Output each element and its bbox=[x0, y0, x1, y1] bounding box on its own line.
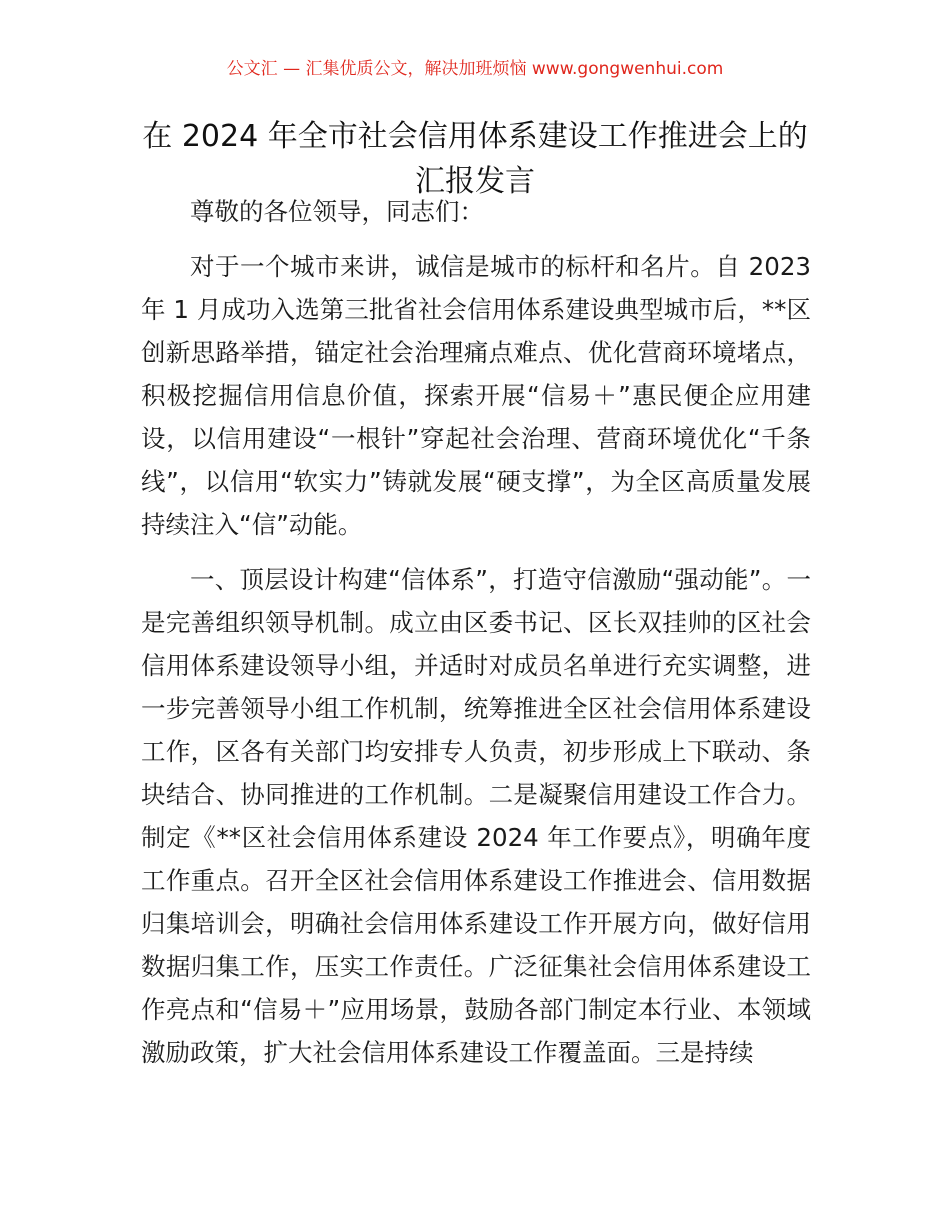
salutation: 尊敬的各位领导，同志们： bbox=[190, 197, 484, 226]
document-body bbox=[141, 190, 811, 1074]
site-banner: 公文汇 — 汇集优质公文，解决加班烦恼 www.gongwenhui.com bbox=[226, 59, 724, 79]
paragraph-intro: 对于一个城市来讲，诚信是城市的标杆和名片。自 2023 年 1 月成功入选第三批省社会信用体系建设典型城市后，**区创新思路举措，锚定社会治理痛点难点、优化营商环境堵点，积极挖掘信用信息价值，探索开展“信易＋”惠民便企应用建设，以信用建设“一根针”穿起社会治理、营商环境优化“千条线”，以信用“软实力”铸就发展“硬支撑”，为全区高质量发展持续注入“信”动能。 bbox=[141, 252, 811, 539]
paragraph-section-one: 一、顶层设计构建“信体系”，打造守信激励“强动能”。一是完善组织领导机制。成立由区委书记、区长双挂帅的区社会信用体系建设领导小组，并适时对成员名单进行充实调整，进一步完善领导小组工作机制，统筹推进全区社会信用体系建设工作，区各有关部门均安排专人负责，初步形成上下联动、条块结合、协同推进的工作机制。二是凝聚信用建设工作合力。制定《**区社会信用体系建设 2024 年工作要点》，明确年度工作重点。召开全区社会信用体系建设工作推进会、信用数据归集培训会，明确社会信用体系建设工作开展方向，做好信用数据归集工作，压实工作责任。广泛征集社会信用体系建设工作亮点和“信易＋”应用场景，鼓励各部门制定本行业、本领域激励政策，扩大社会信用体系建设工作覆盖面。三是持续 bbox=[141, 565, 811, 1067]
document-title: 在 2024 年全市社会信用体系建设工作推进会上的汇报发言 bbox=[142, 119, 808, 199]
